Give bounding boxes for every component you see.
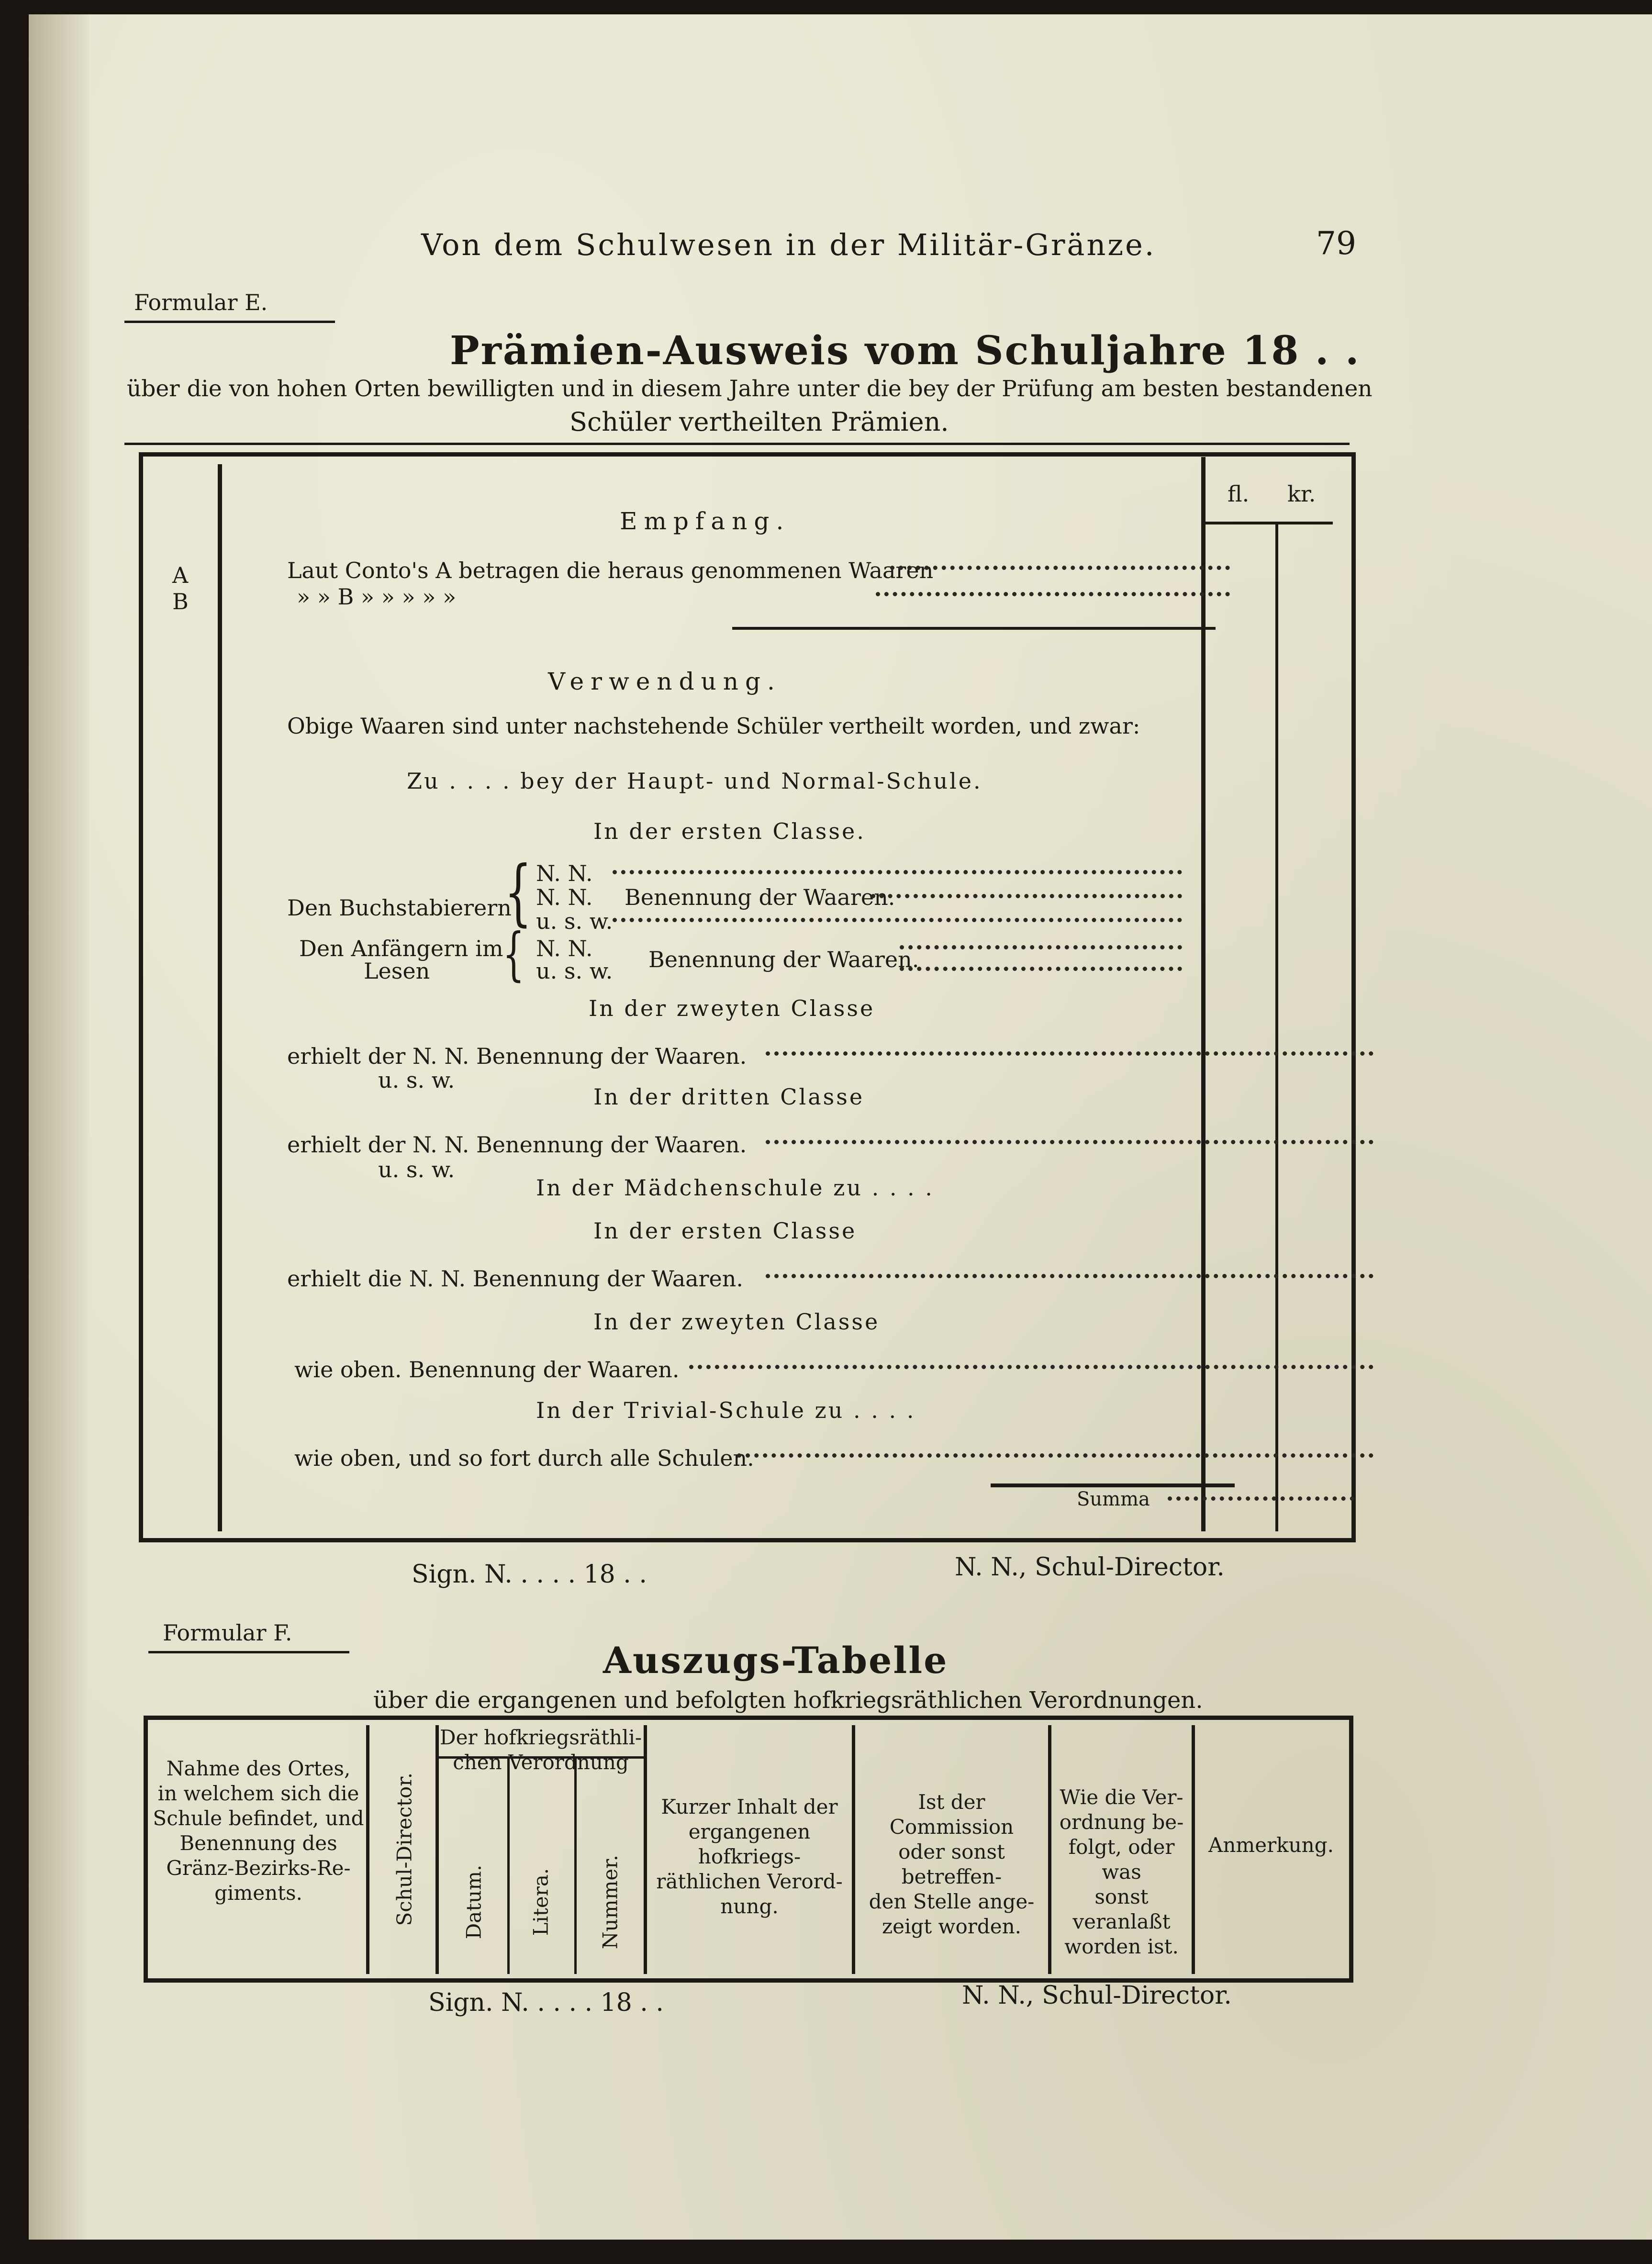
summa-rule (991, 1483, 1235, 1487)
f-col-group: Der hofkriegsräthli- chen Verordnung (439, 1726, 642, 1774)
book-page (29, 14, 1652, 2240)
left-b: B (172, 589, 189, 614)
f-col-director: Schul-Director. (392, 1772, 416, 1926)
f-col-litera: Litera. (529, 1868, 553, 1936)
leader-e1 (766, 1051, 1373, 1056)
formular-e-fl-rule (1201, 457, 1206, 1531)
wie-oben-2: wie oben, und so fort durch alle Schulen. (294, 1445, 754, 1471)
summa-label: Summa (1077, 1488, 1150, 1510)
leader-w1 (689, 1365, 1373, 1369)
row-conto-a: Laut Conto's A betragen die heraus genommenen Waaren (287, 558, 934, 583)
brace-2: { (502, 921, 525, 988)
f-col-rule-7 (1048, 1725, 1051, 1974)
page-number: 79 (1316, 225, 1356, 262)
f-col-rule-4 (574, 1756, 577, 1974)
usw-4: u. s. w. (378, 1157, 455, 1182)
f-col-ort: Nahme des Ortes, in welchem sich die Schule befindet, und Benennung des Gränz-Bezirks-Re- giments. (153, 1757, 364, 1905)
formular-f-label: Formular F. (163, 1620, 292, 1646)
f-col-anmerkung: Anmerkung. (1208, 1833, 1334, 1857)
f-col-commission: Ist der Commission oder sonst betreffen- den Stelle ange- zeigt worden. (869, 1790, 1035, 1938)
anf-benennung: Benennung der Waaren. (648, 947, 919, 972)
formular-e-left-rule (218, 464, 222, 1531)
leader-conto-a (890, 566, 1230, 570)
brace-1: { (504, 851, 532, 934)
leader-b1 (613, 870, 1182, 874)
formular-e-head-rule (1204, 522, 1333, 524)
leader-b2 (871, 894, 1182, 898)
leader-a1 (900, 945, 1182, 949)
formular-f-subtitle: über die ergangenen und befolgten hofkriegsräthlichen Verordnungen. (373, 1687, 1203, 1714)
verwendung-heading: Verwendung. (548, 668, 781, 695)
f-col-rule-8 (1192, 1725, 1195, 1974)
f-col-rule-6 (852, 1725, 855, 1974)
formular-e-sign: Sign. N. . . . . 18 . . (412, 1560, 647, 1589)
formular-e-underline (124, 321, 335, 323)
erhielt-2: erhielt der N. N. Benennung der Waaren. (287, 1132, 747, 1158)
buchst-usw: u. s. w. (536, 908, 613, 934)
erhielt-1: erhielt der N. N. Benennung der Waaren. (287, 1043, 747, 1069)
zu-haupt-schule: Zu . . . . bey der Haupt- und Normal-Schule. (407, 768, 982, 794)
formular-f-underline (148, 1651, 349, 1653)
leader-b3 (613, 918, 1182, 922)
formular-e-rule (124, 443, 1350, 445)
col-fl: fl. (1228, 481, 1250, 507)
anf-nn: N. N. (536, 936, 593, 961)
formular-e-kr-rule (1275, 522, 1278, 1531)
book-gutter (29, 14, 89, 2240)
row-conto-b: » » B » » » » » (297, 584, 457, 610)
erste-classe-2-heading: In der ersten Classe (593, 1218, 857, 1244)
formular-f-title: Auszugs-Tabelle (603, 1639, 949, 1682)
trivial-heading: In der Trivial-Schule zu . . . . (536, 1397, 916, 1423)
formular-f-sign: Sign. N. . . . . 18 . . (428, 1988, 664, 2017)
wie-oben-1: wie oben. Benennung der Waaren. (294, 1357, 680, 1383)
f-col-datum: Datum. (462, 1864, 486, 1940)
erhielt-3: erhielt die N. N. Benennung der Waaren. (287, 1266, 744, 1292)
empfang-sum-rule (732, 627, 1216, 630)
left-a: A (172, 562, 189, 588)
buchst-nn2: N. N. (536, 884, 593, 910)
formular-e-label: Formular E. (134, 290, 268, 315)
f-col-inhalt: Kurzer Inhalt der ergangenen hofkriegs- räthlichen Verord- nung. (656, 1795, 843, 1918)
anf-usw: u. s. w. (536, 958, 613, 984)
zweyte-classe-2-heading: In der zweyten Classe (593, 1309, 880, 1335)
leader-conto-b (876, 592, 1230, 596)
f-col-rule-1 (366, 1725, 369, 1974)
buchst-benennung: Benennung der Waaren. (625, 884, 895, 910)
buchstabierern-label: Den Buchstabierern (287, 895, 512, 921)
usw-3: u. s. w. (378, 1067, 455, 1093)
maedchen-heading: In der Mädchenschule zu . . . . (536, 1175, 934, 1201)
f-col-rule-5 (644, 1725, 647, 1974)
col-kr: kr. (1287, 481, 1316, 507)
leader-a2 (900, 967, 1182, 971)
running-header: Von dem Schulwesen in der Militär-Gränze. (421, 227, 1156, 262)
erste-classe-heading: In der ersten Classe. (593, 818, 866, 844)
f-col-rule-3 (507, 1756, 510, 1974)
formular-e-subtitle-2: Schüler vertheilten Prämien. (569, 407, 949, 437)
f-col-nummer: Nummer. (598, 1854, 622, 1950)
obige-text: Obige Waaren sind unter nachstehende Schüler vertheilt worden, und zwar: (287, 713, 1140, 739)
formular-e-director: N. N., Schul-Director. (955, 1553, 1225, 1582)
buchst-nn1: N. N. (536, 860, 593, 886)
dritte-classe-heading: In der dritten Classe (593, 1084, 865, 1110)
empfang-heading: Empfang. (620, 507, 791, 535)
leader-w2 (737, 1453, 1373, 1458)
leader-e3 (766, 1274, 1373, 1278)
formular-f-director: N. N., Schul-Director. (962, 1981, 1232, 2010)
zweyte-classe-heading: In der zweyten Classe (589, 995, 875, 1021)
formular-e-title: Prämien-Ausweis vom Schuljahre 18 . . (450, 328, 1361, 374)
leader-summa (1168, 1496, 1354, 1501)
formular-e-subtitle-1: über die von hohen Orten bewilligten und in diesem Jahre unter die bey der Prüfung am besten bestandenen (127, 376, 1373, 402)
anfaengern-label-1: Den Anfängern im (299, 936, 503, 961)
leader-e2 (766, 1140, 1373, 1144)
f-col-befolgt: Wie die Ver- ordnung be- folgt, oder was sonst veranlaßt worden ist. (1059, 1785, 1184, 1958)
anfaengern-label-2: Lesen (364, 958, 430, 984)
